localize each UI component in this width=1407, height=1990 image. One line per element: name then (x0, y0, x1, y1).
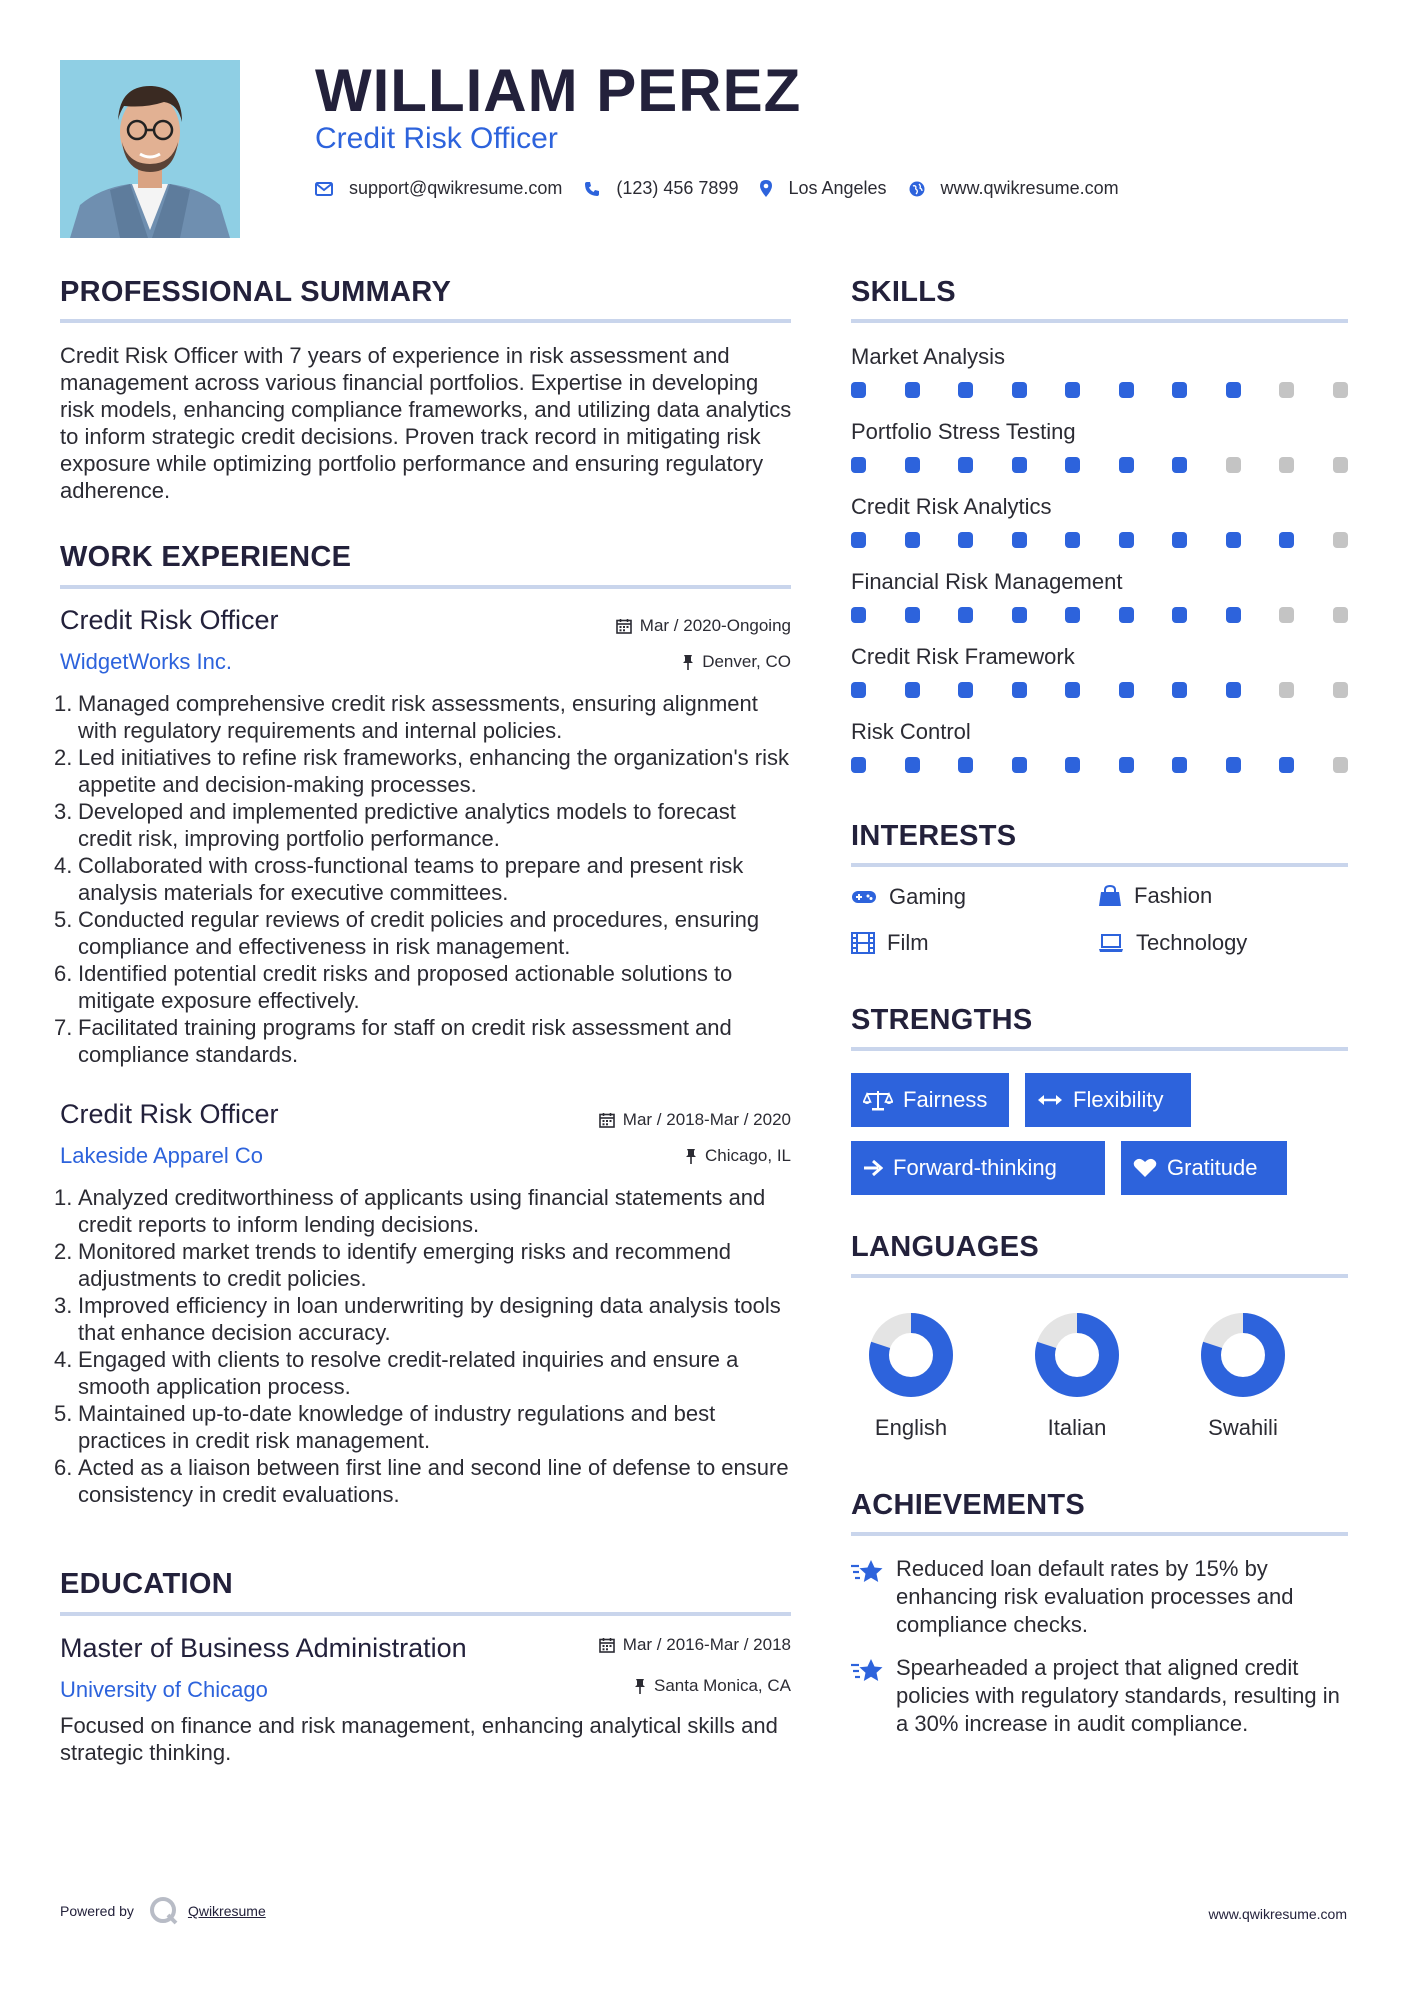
language-name: English (874, 1415, 948, 1440)
calendar-icon (616, 618, 632, 634)
interest-item (1098, 930, 1247, 956)
skill-dot-filled (1012, 532, 1027, 548)
interest-item (851, 930, 929, 956)
skill-dot-filled (1172, 382, 1187, 398)
skill-dot-filled (1065, 757, 1080, 773)
strength-label: Forward-thinking (893, 1155, 1057, 1180)
education-dates (599, 1635, 791, 1655)
interest-label: Technology (1136, 930, 1248, 955)
skill-dot-empty (1279, 607, 1294, 623)
phone-text: (123) 456 7899 (616, 178, 739, 198)
skills-heading: SKILLS (851, 276, 956, 308)
language-name: Italian (1047, 1415, 1107, 1440)
skill-dot-filled (851, 382, 866, 398)
education-location-text: Santa Monica, CA (653, 1676, 791, 1695)
skill-rating (851, 382, 1348, 398)
skill-dot-empty (1333, 382, 1348, 398)
skill-rating (851, 607, 1348, 623)
pin-icon (682, 654, 694, 670)
skill-dot-filled (1172, 532, 1187, 548)
list-item: 1. Managed comprehensive credit risk assessments, ensuring alignment with regulatory requirements and internal policies. (54, 691, 758, 743)
summary-heading: PROFESSIONAL SUMMARY (60, 276, 452, 308)
skill-name: Market Analysis (851, 344, 1006, 369)
job-dates (599, 1110, 791, 1130)
job-bullets (54, 690, 795, 1068)
strengths-heading: STRENGTHS (851, 1004, 1033, 1036)
skill-dot-empty (1333, 607, 1348, 623)
degree-title: Master of Business Administration (60, 1633, 467, 1663)
skill-dot-filled (851, 607, 866, 623)
skill-dot-filled (958, 457, 973, 473)
skill-dot-filled (905, 382, 920, 398)
email-text: support@qwikresume.com (349, 178, 563, 198)
skill-dot-filled (1172, 457, 1187, 473)
education-dates-text: Mar / 2016-Mar / 2018 (622, 1635, 791, 1654)
footer-website[interactable]: www.qwikresume.com (1208, 1906, 1347, 1922)
map-marker-icon (760, 180, 772, 197)
skill-name: Credit Risk Analytics (851, 494, 1052, 519)
skill-dot-filled (1119, 382, 1134, 398)
skill-dot-filled (1065, 457, 1080, 473)
skill-dot-filled (1226, 382, 1241, 398)
skill-rating (851, 532, 1348, 548)
skill-dot-filled (1279, 757, 1294, 773)
qwikresume-link[interactable]: Qwikresume (187, 1903, 266, 1919)
skill-dot-filled (958, 757, 973, 773)
school-name: University of Chicago (60, 1677, 268, 1702)
arrow-right-icon (863, 1159, 883, 1177)
star-icon (850, 1558, 884, 1586)
skill-dot-empty (1333, 457, 1348, 473)
languages-heading: LANGUAGES (851, 1231, 1039, 1263)
strength-label: Fairness (903, 1087, 988, 1112)
skill-dot-filled (1012, 682, 1027, 698)
website-text: www.qwikresume.com (940, 178, 1119, 198)
skill-dot-filled (1226, 757, 1241, 773)
strength-label: Gratitude (1167, 1155, 1258, 1180)
skill-name: Portfolio Stress Testing (851, 419, 1076, 444)
skill-dot-filled (1119, 532, 1134, 548)
skill-dot-filled (1226, 682, 1241, 698)
strength-chip (851, 1073, 1009, 1127)
skill-dot-filled (1065, 682, 1080, 698)
skill-dot-filled (1119, 607, 1134, 623)
strengths-divider (851, 1047, 1348, 1051)
strength-chip (1121, 1141, 1287, 1195)
profile-photo (60, 60, 240, 238)
list-item: 1. Analyzed creditworthiness of applicants using financial statements and credit reports to inform lending decisions. (54, 1185, 766, 1237)
list-item: 2. Monitored market trends to identify emerging risks and recommend adjustments to credit policies. (54, 1239, 731, 1291)
interest-item (1098, 883, 1212, 909)
interests-heading: INTERESTS (851, 820, 1017, 852)
skill-dot-filled (851, 682, 866, 698)
education-heading: EDUCATION (60, 1568, 233, 1600)
strength-chip (851, 1141, 1105, 1195)
experience-divider (60, 585, 791, 589)
job-location-text: Chicago, IL (705, 1146, 791, 1165)
arrows-horizontal-icon (1037, 1093, 1063, 1107)
skill-dot-filled (1279, 532, 1294, 548)
skill-rating (851, 682, 1348, 698)
skill-dot-filled (958, 607, 973, 623)
skill-dot-filled (1226, 532, 1241, 548)
skill-rating (851, 457, 1348, 473)
job-location (682, 652, 791, 672)
skill-dot-filled (1065, 382, 1080, 398)
skill-dot-filled (905, 757, 920, 773)
education-divider (60, 1612, 791, 1616)
skill-dot-filled (1119, 757, 1134, 773)
skill-dot-filled (958, 532, 973, 548)
list-item: 4. Collaborated with cross-functional teams to prepare and present risk analysis materials for executive committees. (54, 853, 744, 905)
achievements-heading: ACHIEVEMENTS (851, 1489, 1086, 1521)
language-ring (1173, 1305, 1313, 1405)
skill-dot-filled (905, 682, 920, 698)
education-description: Focused on finance and risk management, enhancing analytical skills and strategic thinking. (60, 1713, 778, 1765)
pin-icon (685, 1148, 697, 1164)
job-location (685, 1146, 791, 1166)
skill-dot-empty (1333, 757, 1348, 773)
achievements-divider (851, 1532, 1348, 1536)
job-bullets (54, 1184, 795, 1508)
candidate-name: WILLIAM PEREZ (315, 57, 802, 124)
skill-dot-filled (1012, 382, 1027, 398)
achievement-text: Reduced loan default rates by 15% by enhancing risk evaluation processes and compliance checks. (896, 1556, 1294, 1637)
skill-dot-empty (1279, 457, 1294, 473)
skill-dot-filled (1172, 607, 1187, 623)
envelope-icon (315, 182, 333, 196)
summary-divider (60, 319, 791, 323)
skill-dot-empty (1279, 682, 1294, 698)
gamepad-icon (851, 889, 877, 905)
skill-dot-filled (1065, 532, 1080, 548)
globe-icon (909, 181, 925, 197)
skill-dot-filled (1172, 682, 1187, 698)
pin-icon (634, 1678, 646, 1694)
qwikresume-logo-icon (148, 1895, 180, 1927)
skill-dot-filled (851, 457, 866, 473)
experience-heading: WORK EXPERIENCE (60, 541, 352, 573)
interest-label: Film (887, 930, 929, 955)
star-icon (850, 1657, 884, 1685)
summary-text: Credit Risk Officer with 7 years of experience in risk assessment and management across various financial portfolios. Expertise in developing risk models, enhancing compliance frameworks, and utilizing data analytics to inform strategic credit decisions. Proven track record in mitigating risk exposure while optimizing portfolio performance and ensuring regulatory adherence. (60, 343, 792, 503)
interest-label: Gaming (889, 884, 967, 909)
company-name: Lakeside Apparel Co (60, 1143, 264, 1168)
interest-item (851, 884, 966, 910)
interest-label: Fashion (1134, 883, 1213, 908)
skill-rating (851, 757, 1348, 773)
skill-name: Financial Risk Management (851, 569, 1123, 594)
job-dates (616, 616, 791, 636)
skill-dot-filled (1226, 607, 1241, 623)
job-title: Credit Risk Officer (60, 1099, 279, 1129)
skill-name: Risk Control (851, 719, 971, 744)
powered-by-text: Powered by (60, 1903, 134, 1919)
contact-phone[interactable] (584, 178, 738, 199)
skills-divider (851, 319, 1348, 323)
balance-scale-icon (863, 1089, 893, 1111)
skill-dot-filled (1119, 457, 1134, 473)
company-name: WidgetWorks Inc. (60, 649, 232, 674)
skill-dot-empty (1333, 682, 1348, 698)
skill-dot-empty (1226, 457, 1241, 473)
language-ring (1007, 1305, 1147, 1405)
location-text: Los Angeles (788, 178, 887, 198)
phone-icon (584, 181, 600, 197)
job-dates-text: Mar / 2020-Ongoing (639, 616, 791, 635)
contact-website[interactable] (909, 178, 1119, 199)
list-item: 5. Maintained up-to-date knowledge of industry regulations and best practices in credit risk management. (54, 1401, 716, 1453)
skill-dot-filled (851, 532, 866, 548)
skill-dot-filled (1065, 607, 1080, 623)
skill-dot-filled (1012, 757, 1027, 773)
achievement-text: Spearheaded a project that aligned credit policies with regulatory standards, resulting in a 30% increase in audit compliance. (896, 1655, 1340, 1736)
skill-dot-filled (905, 457, 920, 473)
laptop-icon (1098, 933, 1124, 953)
list-item: 4. Engaged with clients to resolve credit-related inquiries and ensure a smooth application process. (54, 1347, 739, 1399)
heart-icon (1133, 1158, 1157, 1178)
list-item: 7. Facilitated training programs for staff on credit risk assessment and compliance standards. (54, 1015, 732, 1067)
calendar-icon (599, 1637, 615, 1653)
list-item: 5. Conducted regular reviews of credit policies and procedures, ensuring compliance and effectiveness in risk management. (54, 907, 760, 959)
contact-bar (315, 178, 1141, 199)
list-item: 3. Improved efficiency in loan underwriting by designing data analysis tools that enhance decision accuracy. (54, 1293, 781, 1345)
footer-powered-by (60, 1895, 266, 1927)
interests-divider (851, 863, 1348, 867)
skill-dot-filled (1012, 607, 1027, 623)
skill-dot-empty (1279, 382, 1294, 398)
skill-dot-filled (851, 757, 866, 773)
education-location (634, 1676, 791, 1696)
list-item: 2. Led initiatives to refine risk frameworks, enhancing the organization's risk appetite and decision-making processes. (54, 745, 789, 797)
list-item: 6. Identified potential credit risks and proposed actionable solutions to mitigate exposure effectively. (54, 961, 733, 1013)
skill-dot-filled (958, 382, 973, 398)
language-name: Swahili (1208, 1415, 1278, 1440)
contact-location (760, 178, 886, 199)
calendar-icon (599, 1112, 615, 1128)
strength-label: Flexibility (1073, 1087, 1164, 1112)
job-location-text: Denver, CO (702, 652, 791, 671)
list-item: 6. Acted as a liaison between first line and second line of defense to ensure consistency in credit evaluations. (54, 1455, 789, 1507)
job-title: Credit Risk Officer (60, 605, 279, 635)
skill-dot-filled (1172, 757, 1187, 773)
skill-dot-filled (905, 607, 920, 623)
skill-dot-filled (1119, 682, 1134, 698)
shopping-bag-icon (1098, 885, 1122, 907)
list-item: 3. Developed and implemented predictive analytics models to forecast credit risk, improving portfolio performance. (54, 799, 736, 851)
film-icon (851, 932, 875, 954)
skill-dot-filled (958, 682, 973, 698)
languages-divider (851, 1274, 1348, 1278)
job-dates-text: Mar / 2018-Mar / 2020 (622, 1110, 791, 1129)
skill-dot-filled (1012, 457, 1027, 473)
strength-chip (1025, 1073, 1191, 1127)
contact-email[interactable] (315, 178, 562, 199)
language-ring (841, 1305, 981, 1405)
skill-dot-empty (1333, 532, 1348, 548)
skill-dot-filled (905, 532, 920, 548)
candidate-role: Credit Risk Officer (315, 122, 558, 155)
skill-name: Credit Risk Framework (851, 644, 1075, 669)
